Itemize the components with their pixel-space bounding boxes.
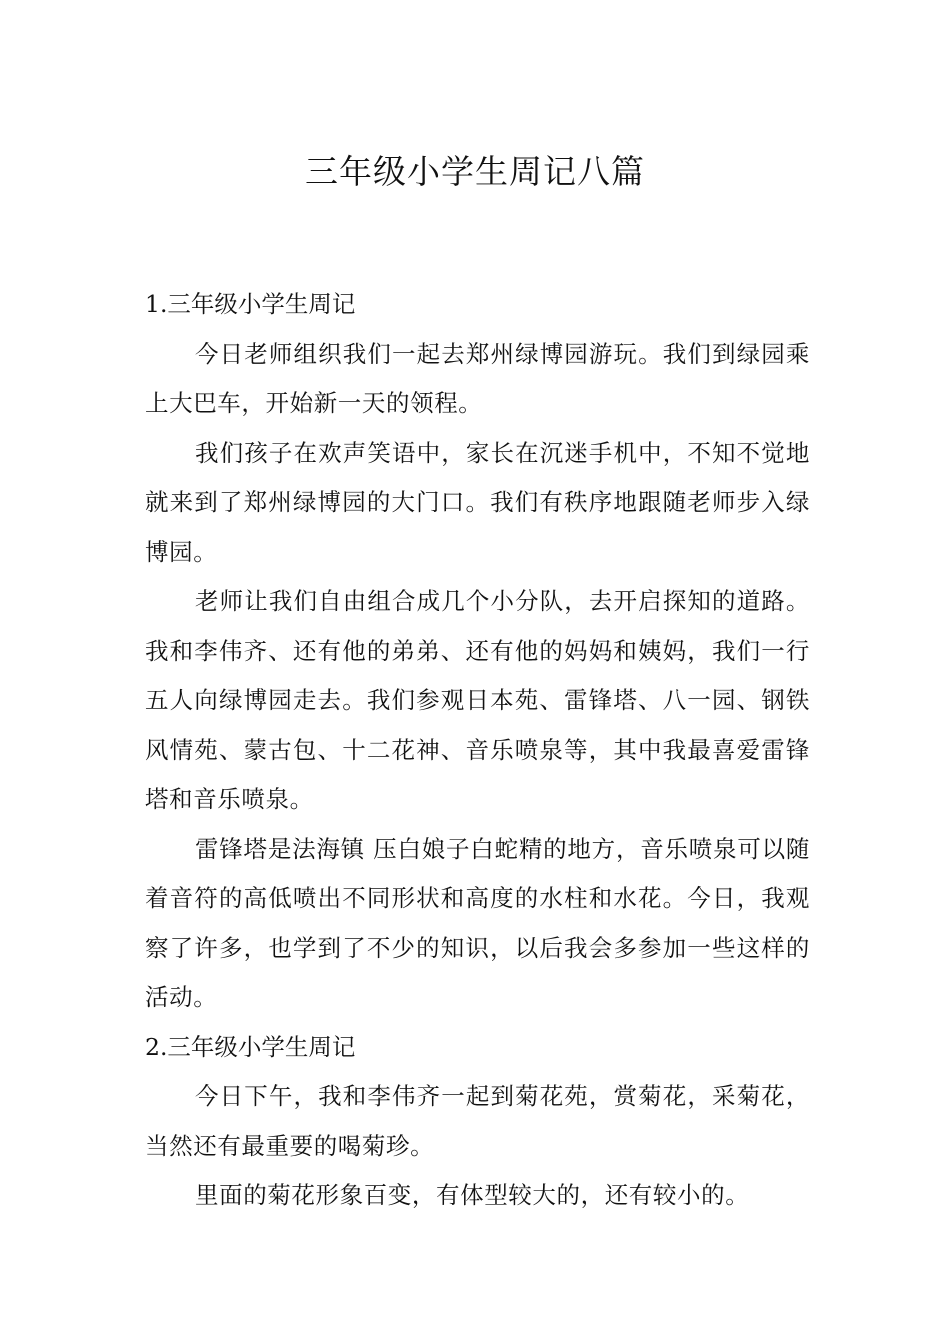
paragraph: 我们孩子在欢声笑语中，家长在沉迷手机中，不知不觉地就来到了郑州绿博园的大门口。我们有秩序地跟随老师步入绿博园。: [145, 438, 810, 566]
paragraph: 今日老师组织我们一起去郑州绿博园游玩。我们到绿园乘上大巴车，开始新一天的领程。: [145, 339, 810, 417]
document-body: [145, 280, 810, 1221]
section-heading: 1.三年级小学生周记: [145, 290, 356, 318]
paragraph: 雷锋塔是法海镇 压白娘子白蛇精的地方，音乐喷泉可以随着音符的高低喷出不同形状和高度的水柱和水花。今日，我观察了许多，也学到了不少的知识，以后我会多参加一些这样的活动。: [145, 834, 810, 1011]
document-title: 三年级小学生周记八篇: [305, 152, 645, 192]
section-1: [145, 280, 810, 1023]
section-heading: 2.三年级小学生周记: [145, 1032, 356, 1061]
paragraph: 里面的菊花形象百变，有体型较大的，还有较小的。: [195, 1181, 750, 1209]
paragraph: 老师让我们自由组合成几个小分队，去开启探知的道路。我和李伟齐、还有他的弟弟、还有他的妈妈和姨妈，我们一行五人向绿博园走去。我们参观日本苑、雷锋塔、八一园、钢铁风情苑、蒙古包、十二花神、音乐喷泉等，其中我最喜爱雷锋塔和音乐喷泉。: [145, 587, 810, 813]
paragraph: 今日下午，我和李伟齐一起到菊花苑，赏菊花，采菊花，当然还有最重要的喝菊珍。: [145, 1082, 810, 1160]
section-2: [145, 1023, 810, 1221]
